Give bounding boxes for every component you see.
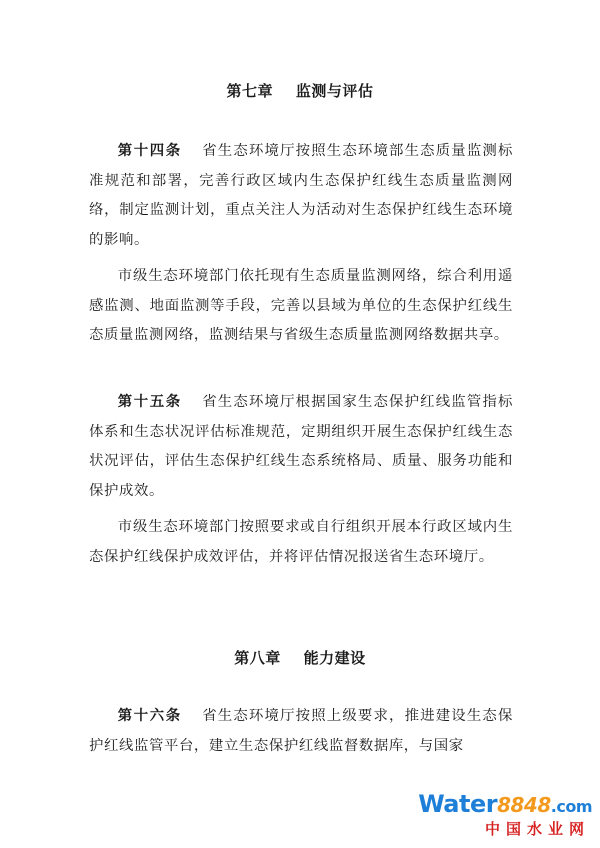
article-16-text: 省生态环境厅按照上级要求，推进建设生态保护红线监管平台，建立生态保护红线监督数据库，与国家 [89,708,513,754]
article-16-label: 第十六条 [117,708,182,724]
article-15-paragraph-2: 市级生态环境部门按照要求或自行组织开展本行政区域内生态保护红线保护成效评估，并将评估情况报送省生态环境厅。 [89,519,513,565]
article-14-label: 第十四条 [117,143,182,159]
article-16-paragraph [89,702,513,761]
watermark-logo [418,790,592,842]
article-14-paragraph-2: 市级生态环境部门依托现有生态质量监测网络，综合利用遥感监测、地面监测等手段，完善以县域为单位的生态保护红线生态质量监测网络，监测结果与省级生态质量监测网络数据共享。 [89,268,513,343]
watermark-brand: Water8848.com [418,790,592,818]
chapter-8-heading: 第八章 能力建设 [234,649,366,667]
article-14-text: 省生态环境厅按照生态环境部生态质量监测标准规范和部署，完善行政区域内生态保护红线生态质量监测网络，制定监测计划，重点关注人为活动对生态保护红线生态环境的影响。 [89,143,513,248]
article-15-paragraph [89,388,513,506]
article-14-paragraph [89,137,513,255]
article-15-label: 第十五条 [117,394,182,410]
article-15-text: 省生态环境厅根据国家生态保护红线监管指标体系和生态状况评估标准规范，定期组织开展生态保护红线生态状况评估，评估生态保护红线生态系统格局、质量、服务功能和保护成效。 [89,394,513,499]
chapter-7-heading: 第七章 监测与评估 [226,82,374,100]
watermark-site-name: 中国水业网 [484,820,590,838]
